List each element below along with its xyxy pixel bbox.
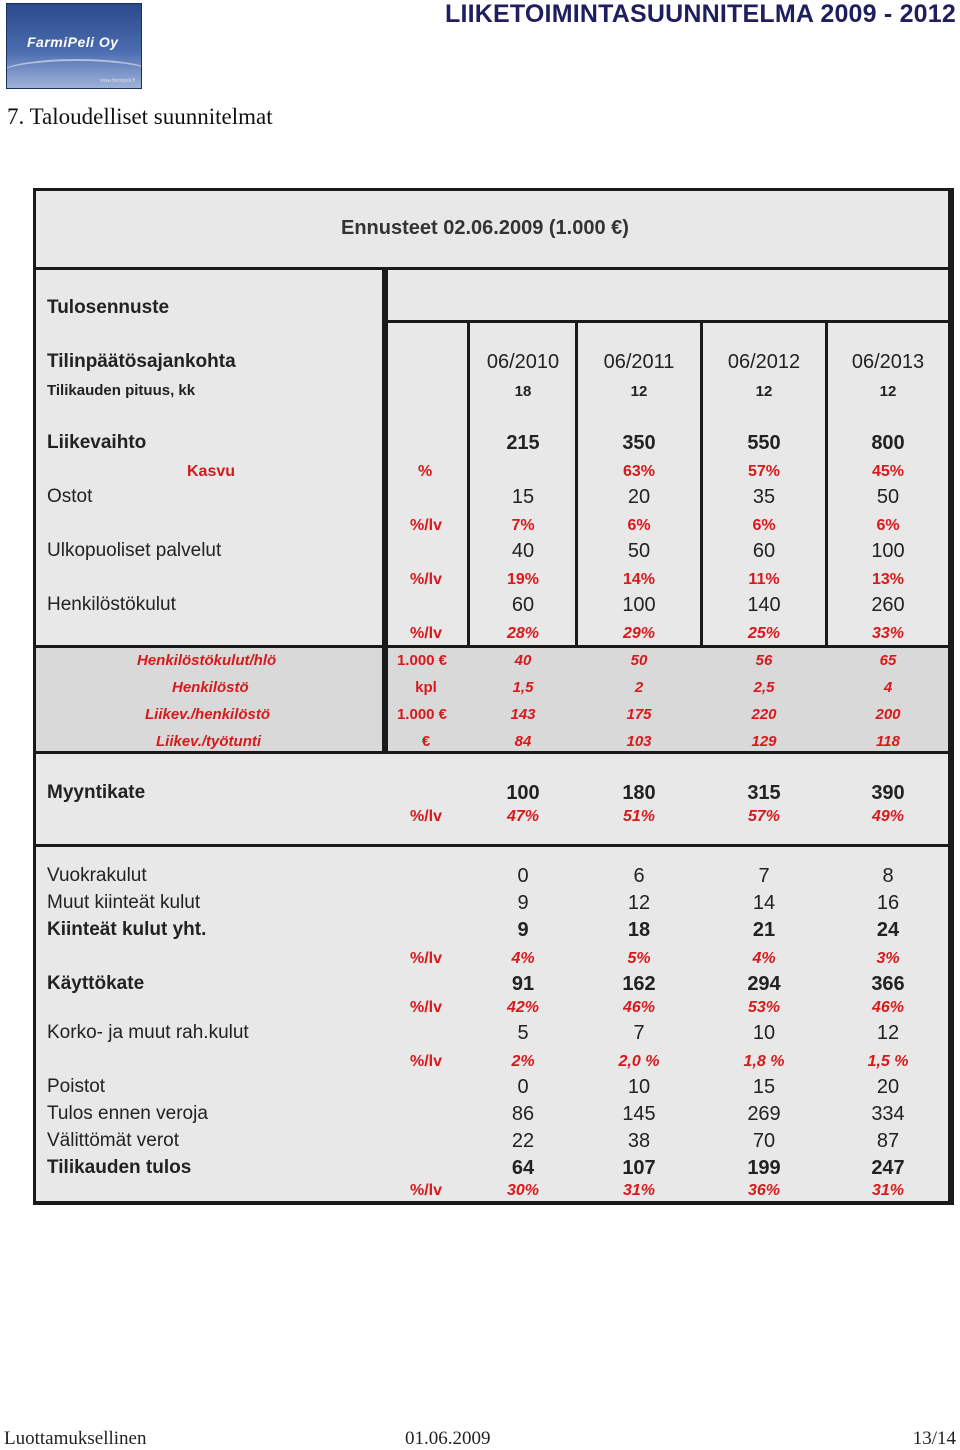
table-cell: 7 xyxy=(758,865,770,887)
table-cell: 6 xyxy=(633,865,645,887)
table-cell: 64 xyxy=(511,1157,535,1179)
unit-pct-lv: %/lv xyxy=(410,625,443,642)
document-title: LIIKETOIMINTASUUNNITELMA 2009 - 2012 xyxy=(445,0,956,28)
table-cell: 18 xyxy=(627,919,651,941)
table-cell: 269 xyxy=(747,1103,781,1125)
table-cell: 2% xyxy=(511,1053,535,1070)
table-cell: 40 xyxy=(514,652,532,669)
table-cell: 49% xyxy=(871,808,905,825)
table-cell: 4% xyxy=(752,950,776,967)
table-cell: 46% xyxy=(622,999,656,1016)
length-value: 12 xyxy=(879,383,897,400)
unit-pct: % xyxy=(418,463,433,480)
unit-pct-lv: %/lv xyxy=(410,1053,443,1070)
table-cell: 91 xyxy=(511,973,535,995)
unit-pct-lv: %/lv xyxy=(410,517,443,534)
table-cell: 86 xyxy=(511,1103,535,1125)
table-cell: 70 xyxy=(752,1130,776,1152)
table-cell: 21 xyxy=(752,919,776,941)
length-value: 18 xyxy=(514,383,532,400)
panel-unit-col xyxy=(388,323,467,645)
logo-swoosh xyxy=(6,59,142,89)
footer-date: 01.06.2009 xyxy=(405,1428,491,1449)
unit-eur: € xyxy=(421,733,431,750)
table-cell: 2,5 xyxy=(753,679,775,696)
row-label-muut-kiinteat: Muut kiinteät kulut xyxy=(47,892,201,913)
table-cell: 24 xyxy=(876,919,900,941)
table-cell: 56 xyxy=(755,652,773,669)
tulosennuste-label: Tulosennuste xyxy=(47,297,170,318)
row-label-poistot: Poistot xyxy=(47,1076,106,1097)
table-cell: 5 xyxy=(517,1022,529,1044)
length-value: 12 xyxy=(630,383,648,400)
table-cell: 10 xyxy=(752,1022,776,1044)
table-cell: 350 xyxy=(622,432,656,454)
table-cell: 53% xyxy=(747,999,781,1016)
logo-url: www.farmipeli.fi xyxy=(100,78,135,84)
table-cell: 199 xyxy=(747,1157,781,1179)
length-value: 12 xyxy=(755,383,773,400)
table-cell: 5% xyxy=(627,950,651,967)
unit-pct-lv: %/lv xyxy=(410,808,443,825)
table-cell: 200 xyxy=(875,706,901,723)
table-cell: 550 xyxy=(747,432,781,454)
table-cell: 1,8 % xyxy=(743,1053,785,1070)
panel-unit-top xyxy=(388,270,948,320)
table-cell: 84 xyxy=(514,733,532,750)
table-cell: 4 xyxy=(883,679,893,696)
table-cell: 20 xyxy=(627,486,651,508)
unit-kpl: kpl xyxy=(415,679,437,696)
forecast-title: Ennusteet 02.06.2009 (1.000 €) xyxy=(341,217,629,239)
table-cell: 129 xyxy=(751,733,777,750)
table-cell: 31% xyxy=(871,1182,905,1199)
logo-name: FarmiPeli Oy xyxy=(27,34,119,50)
table-cell: 45% xyxy=(871,463,905,480)
table-cell: 31% xyxy=(622,1182,656,1199)
table-cell: 35 xyxy=(752,486,776,508)
table-cell: 260 xyxy=(871,594,905,616)
table-cell: 57% xyxy=(747,463,781,480)
table-cell: 60 xyxy=(752,540,776,562)
table-cell: 145 xyxy=(622,1103,656,1125)
table-cell: 60 xyxy=(511,594,535,616)
row-label-kayttokate: Käyttökate xyxy=(47,973,145,994)
row-label-tilikauden-tulos: Tilikauden tulos xyxy=(47,1157,192,1178)
panel-labels-top xyxy=(36,270,382,645)
table-cell: 40 xyxy=(511,540,535,562)
table-cell: 2 xyxy=(634,679,644,696)
table-cell: 143 xyxy=(510,706,536,723)
table-cell: 4% xyxy=(511,950,535,967)
row-label-korko: Korko- ja muut rah.kulut xyxy=(47,1022,249,1043)
period-header: 06/2013 xyxy=(851,351,925,373)
unit-thousand-eur: 1.000 € xyxy=(396,652,448,669)
table-cell: 390 xyxy=(871,782,905,804)
table-cell: 6% xyxy=(627,517,651,534)
table-cell: 30% xyxy=(506,1182,540,1199)
table-cell: 334 xyxy=(871,1103,905,1125)
table-cell: 175 xyxy=(626,706,652,723)
table-cell: 16 xyxy=(876,892,900,914)
table-cell: 25% xyxy=(747,625,781,642)
table-cell: 22 xyxy=(511,1130,535,1152)
unit-pct-lv: %/lv xyxy=(410,950,443,967)
table-cell: 29% xyxy=(622,625,656,642)
table-cell: 10 xyxy=(627,1076,651,1098)
table-cell: 7% xyxy=(511,517,535,534)
table-cell: 38 xyxy=(627,1130,651,1152)
table-cell: 7 xyxy=(633,1022,645,1044)
row-label-ostot: Ostot xyxy=(47,486,93,507)
table-cell: 800 xyxy=(871,432,905,454)
table-cell: 8 xyxy=(882,865,894,887)
row-label-henkilosto: Henkilöstö xyxy=(172,679,249,696)
table-cell: 50 xyxy=(627,540,651,562)
table-cell: 220 xyxy=(751,706,777,723)
table-cell: 9 xyxy=(517,892,529,914)
table-cell: 3% xyxy=(876,950,900,967)
table-cell: 107 xyxy=(622,1157,656,1179)
table-cell: 57% xyxy=(747,808,781,825)
company-logo xyxy=(6,3,142,89)
table-cell: 103 xyxy=(626,733,652,750)
period-header: 06/2010 xyxy=(486,351,560,373)
table-cell: 14% xyxy=(622,571,656,588)
table-cell: 315 xyxy=(747,782,781,804)
table-cell: 366 xyxy=(871,973,905,995)
length-label: Tilikauden pituus, kk xyxy=(47,382,196,399)
table-cell: 294 xyxy=(747,973,781,995)
row-label-myyntikate: Myyntikate xyxy=(47,782,146,803)
table-cell: 12 xyxy=(627,892,651,914)
table-cell: 19% xyxy=(506,571,540,588)
table-cell: 0 xyxy=(517,1076,529,1098)
table-cell: 14 xyxy=(752,892,776,914)
unit-pct-lv: %/lv xyxy=(410,999,443,1016)
table-cell: 100 xyxy=(506,782,540,804)
period-header: 06/2011 xyxy=(603,351,675,373)
table-cell: 47% xyxy=(506,808,540,825)
table-cell: 50 xyxy=(876,486,900,508)
table-cell: 28% xyxy=(506,625,540,642)
table-cell: 9 xyxy=(517,919,529,941)
table-cell: 33% xyxy=(871,625,905,642)
table-cell: 87 xyxy=(876,1130,900,1152)
row-label-liikev-per-henk: Liikev./henkilöstö xyxy=(145,706,271,723)
table-cell: 12 xyxy=(876,1022,900,1044)
row-label-henkilostokulut: Henkilöstökulut xyxy=(47,594,176,615)
row-label-henk-per-hlo: Henkilöstökulut/hlö xyxy=(137,652,277,669)
table-cell: 11% xyxy=(748,571,780,588)
table-cell: 6% xyxy=(752,517,776,534)
table-cell: 180 xyxy=(622,782,656,804)
table-cell: 20 xyxy=(876,1076,900,1098)
table-cell: 0 xyxy=(517,865,529,887)
table-cell: 215 xyxy=(506,432,540,454)
row-label-vuokrakulut: Vuokrakulut xyxy=(47,865,147,886)
table-cell: 63% xyxy=(622,463,656,480)
table-cell: 15 xyxy=(752,1076,776,1098)
table-cell: 50 xyxy=(630,652,648,669)
row-label-kasvu: Kasvu xyxy=(187,463,236,480)
table-cell: 247 xyxy=(871,1157,905,1179)
table-cell: 1,5 xyxy=(512,679,534,696)
table-cell: 15 xyxy=(511,486,535,508)
table-cell: 51% xyxy=(622,808,656,825)
row-label-ulkopuoliset: Ulkopuoliset palvelut xyxy=(47,540,222,561)
row-label-verot: Välittömät verot xyxy=(47,1130,179,1151)
footer-confidential: Luottamuksellinen xyxy=(4,1428,147,1449)
table-cell: 2,0 % xyxy=(618,1053,660,1070)
row-label-liikevaihto: Liikevaihto xyxy=(47,432,147,453)
table-cell: 36% xyxy=(747,1182,781,1199)
table-cell: 46% xyxy=(871,999,905,1016)
table-cell: 6% xyxy=(876,517,900,534)
period-label: Tilinpäätösajankohta xyxy=(47,351,236,372)
unit-thousand-eur: 1.000 € xyxy=(396,706,448,723)
table-cell: 118 xyxy=(876,733,900,750)
table-cell: 65 xyxy=(879,652,897,669)
period-header: 06/2012 xyxy=(727,351,801,373)
table-cell: 100 xyxy=(871,540,905,562)
table-cell: 162 xyxy=(622,973,656,995)
table-cell: 13% xyxy=(871,571,905,588)
table-cell: 42% xyxy=(506,999,540,1016)
row-label-kiinteat-yht: Kiinteät kulut yht. xyxy=(47,919,207,940)
unit-pct-lv: %/lv xyxy=(410,571,443,588)
table-cell: 1,5 % xyxy=(867,1053,909,1070)
table-cell: 100 xyxy=(622,594,656,616)
row-label-liikev-per-tunti: Liikev./työtunti xyxy=(156,733,262,750)
footer-page-number: 13/14 xyxy=(912,1428,956,1449)
row-label-tulos-ennen: Tulos ennen veroja xyxy=(47,1103,208,1124)
section-title: 7. Taloudelliset suunnitelmat xyxy=(7,104,273,129)
table-cell: 140 xyxy=(747,594,781,616)
unit-pct-lv: %/lv xyxy=(410,1182,443,1199)
